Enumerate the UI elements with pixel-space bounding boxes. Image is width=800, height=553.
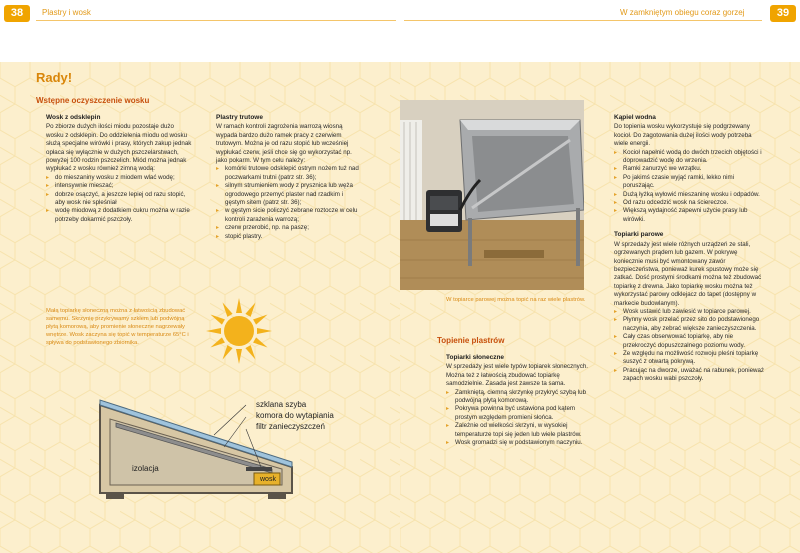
list-item: ▸ Ramki zanurzyć we wrzątku. [614, 165, 766, 173]
heading-topiarki-parowe: Topiarki parowe [614, 231, 664, 239]
bullet-list [216, 165, 364, 241]
list-item: ▸ Płynny wosk przelać przez sito do podstawionego naczynia, aby zebrać większe zanieczyszczenia. [614, 316, 766, 333]
label-chamber: komora do wytapiania [256, 411, 334, 420]
list-item: ▸ Zależnie od wielkości skrzyni, w wysokiej temperaturze topi się jeden lub wiele plastrów. [446, 422, 596, 439]
right-page-number: 39 [770, 5, 796, 22]
column-kapiel-wodna [614, 114, 766, 384]
list-item: ▸ Ze względu na możliwość rozwoju pleśni topiarkę suszyć z otwartą pokrywą. [614, 350, 766, 367]
bullet-list [446, 389, 596, 448]
label-insulation: izolacja [132, 464, 159, 473]
paragraph-topiarki-sloneczne: W sprzedaży jest wiele typów topiarek słonecznych. Można też z łatwością zbudować topiarkę samodzielnie. Zasada jest zawsze ta sama. [446, 363, 589, 388]
header-rule-left [36, 20, 396, 21]
solar-melter-caption: Małą topiarkę słoneczną można z łatwością zbudować samemu. Skrzynię przykrywamy szkłem lub podwójną płytą komorową, aby promienie słoneczne nagrzewały wnętrze. Wosk zaczyna się topić w temperaturze 65°C i spływa do podstawionego zbiornika. [46, 308, 189, 346]
list-item: ▸ intensywnie mieszać; [46, 182, 192, 190]
left-running-title: Plastry i wosk [42, 8, 91, 17]
list-item: ▸ Większą wydajność zapewni użycie prasy lub wirówki. [614, 207, 766, 224]
column-topiarki-sloneczne [446, 354, 596, 447]
label-glass: szklana szyba [256, 400, 307, 409]
subtitle-topienie-plastrow: Topienie plastrów [437, 336, 505, 345]
list-item: ▸ komórki trutowe odsklepić ostrym nożem tuż nad poczwarkami trutni (patrz str. 36); [216, 165, 364, 182]
list-item: ▸ do mieszaniny wosku z miodem wlać wodę; [46, 174, 192, 182]
list-item: ▸ Dużą łyżką wyłowić mieszaninę wosku i odpadów. [614, 191, 766, 199]
heading-topiarki-sloneczne: Topiarki słoneczne [446, 354, 505, 361]
list-item: ▸ Zamkniętą, ciemną skrzynkę przykryć szybą lub podwójną płytą komorową. [446, 389, 596, 406]
list-item: ▸ Po jakimś czasie wyjąć ramki, lekko nimi poruszając. [614, 174, 766, 191]
list-item: ▸ Od razu odcedzić wosk na ściereczce. [614, 199, 766, 207]
list-item: ▸ stopić plastry. [216, 233, 364, 241]
section-title: Rady! [36, 70, 73, 85]
heading-plastry-trutowe: Plastry trutowe [216, 114, 263, 121]
steam-melter-caption: W topiarce parowej można topić na raz wiele plastrów. [446, 297, 586, 303]
paragraph-kapiel-wodna: Do topienia wosku wykorzystuje się podgrzewany kocioł. Do zagotowania dużej ilości wody potrzeba wiele energii. [614, 123, 752, 148]
heading-wosk-z-odsklepin: Wosk z odsklepin [46, 114, 101, 121]
header-rule-right [404, 20, 762, 21]
paragraph-topiarki-parowe: W sprzedaży jest wiele różnych urządzeń ze stali, ogrzewanych prądem lub gazem. W pokrywę koniecznie musi być wmontowany zawór bezpieczeństwa, ponieważ kurek spustowy może się zatkać. Dość prostymi środkami można też zbudować topiarkę z drewna. Jako topiarkę wosku można też wykorzystać parowy odklejacz do tapet (dostępny w markecie budowlanym). [614, 240, 762, 307]
right-running-title: W zamkniętym obiegu coraz gorzej [620, 8, 745, 17]
steam-melter-photo [400, 100, 584, 290]
column-wosk-z-odsklepin [46, 114, 192, 224]
list-item: ▸ w gęstym sicie policzyć zebrane roztocze w celu kontroli zarażenia warrozą; [216, 207, 364, 224]
left-page-number: 38 [4, 5, 30, 22]
column-plastry-trutowe [216, 114, 364, 241]
bullet-list [614, 308, 766, 384]
heading-kapiel-wodna: Kąpiel wodna [614, 114, 656, 121]
paragraph-wosk-z-odsklepin: Po zbiorze dużych ilości miodu pozostaje dużo wosku z odsklepin. Do oddzielenia miodu od wosku służą specjalne wirówki i prasy, których zakup jednak opłaca się wyłącznie w dużych pszczelarstwach, powyżej 100 rodzin pszczelich. Miód można jednak wypłukać z wosku również zimną wodą: [46, 123, 192, 173]
list-item: ▸ Pracując na dworze, uważać na rabunek, ponieważ zapach wosku wabi pszczoły. [614, 367, 766, 384]
paragraph-plastry-trutowe: W ramach kontroli zagrożenia warrozą wiosną wypada bardzo dużo ramek pracy z czerwiem trutowym. Można je od razu stopić lub wcześniej wypłukać czerw, jeśli chce się go wykorzystać np. jako pokarm. W tym celu należy: [216, 123, 352, 165]
list-item: ▸ Cały czas obserwować topiarkę, aby nie przekroczyć dopuszczalnego poziomu wody. [614, 333, 766, 350]
list-item: ▸ Wosk gromadzi się w podstawionym naczyniu. [446, 439, 596, 447]
label-wax: wosk [260, 476, 276, 483]
list-item: ▸ Pokrywa powinna być ustawiona pod kątem prostym względem promieni słońca. [446, 405, 596, 422]
list-item: ▸ silnym strumieniem wody z prysznica lub węża ogrodowego przemyć plaster nad rzadkim i gęstym sitem (patrz str. 36); [216, 182, 364, 207]
bullet-list [46, 174, 192, 224]
list-item: ▸ czerw przerobić, np. na paszę; [216, 224, 364, 232]
list-item: ▸ Kocioł napełnić wodą do dwóch trzecich objętości i doprowadzić wodę do wrzenia. [614, 149, 766, 166]
list-item: ▸ dobrze osączyć, a jeszcze lepiej od razu stopić, aby wosk nie spleśniał [46, 191, 192, 208]
label-filter: filtr zanieczyszczeń [256, 422, 325, 431]
sun-icon [204, 296, 274, 366]
section-subtitle: Wstępne oczyszczenie wosku [36, 96, 150, 105]
bullet-list [614, 149, 766, 225]
list-item: ▸ wodę miodową z dodatkiem cukru można w razie potrzeby dokarmić pszczoły. [46, 207, 192, 224]
list-item: ▸ Wosk ustawić lub zawiesić w topiarce parowej. [614, 308, 766, 316]
